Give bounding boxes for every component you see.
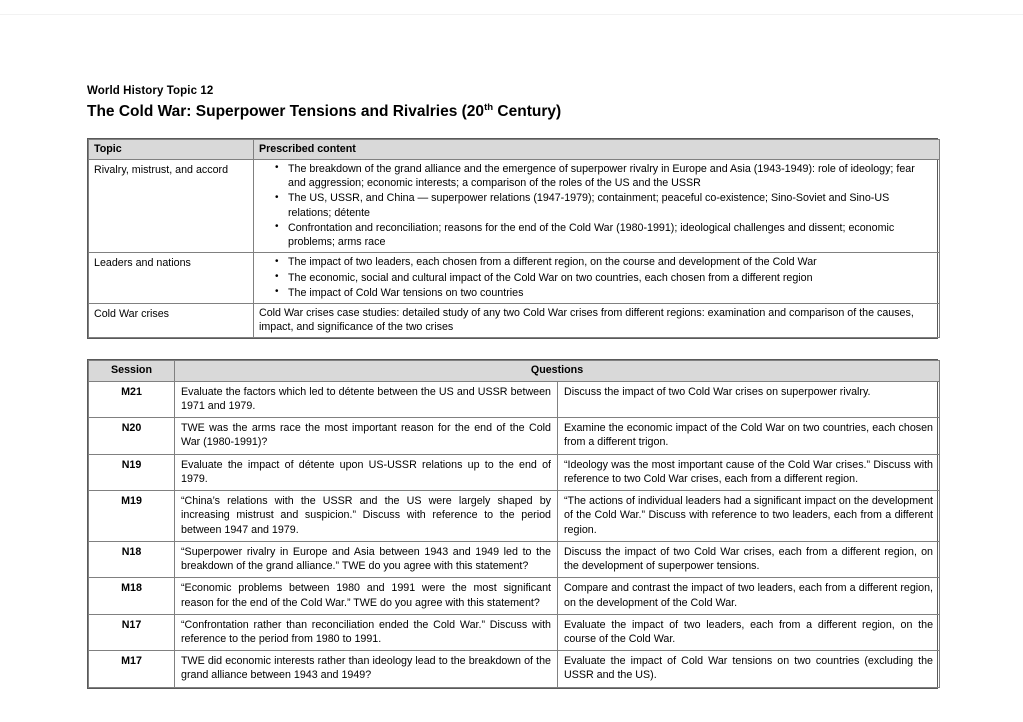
session-label: N19 [89,454,175,490]
table-row [89,381,940,417]
table-row [89,418,940,454]
question-cell-left: TWE did economic interests rather than ideology lead to the breakdown of the grand alliance between 1943 and 1949? [175,651,558,687]
table-row [89,253,940,304]
page-title-ordinal-suffix: th [484,101,494,113]
syllabus-content-cell [254,159,940,252]
session-label: N17 [89,614,175,650]
syllabus-paragraph: Cold War crises case studies: detailed study of any two Cold War crises from different regions: examination and comparison of the causes, impact, and significance of the two crises [259,307,914,334]
question-cell-right: Compare and contrast the impact of two leaders, each from a different region, on the development of the Cold War. [558,578,940,614]
question-cell-left: TWE was the arms race the most important reason for the end of the Cold War (1980-1991)? [175,418,558,454]
questions-table [88,360,940,687]
question-cell-left: Evaluate the impact of détente upon US-USSR relations up to the end of 1979. [175,454,558,490]
bullet-list [259,255,934,300]
question-cell-right: “Ideology was the most important cause of the Cold War crises.” Discuss with reference to two Cold War crises, each from a different region. [558,454,940,490]
syllabus-topic-cell: Rivalry, mistrust, and accord [89,159,254,252]
syllabus-topic-cell: Leaders and nations [89,253,254,304]
questions-table-wrapper [87,359,938,688]
page-top-rule [0,14,1023,15]
syllabus-content-cell [254,253,940,304]
question-cell-right: Evaluate the impact of two leaders, each from a different region, on the course of the Cold War. [558,614,940,650]
page-title-main: The Cold War: Superpower Tensions and Rivalries (20 [87,102,485,120]
session-label: M17 [89,651,175,687]
questions-header-questions: Questions [175,361,940,381]
list-item: • The impact of two leaders, each chosen from a different region, on the course and development of the Cold War [275,255,934,269]
table-row [89,541,940,577]
questions-header-session: Session [89,361,175,381]
list-item: • The impact of Cold War tensions on two countries [275,286,934,300]
session-label: M18 [89,578,175,614]
table-row [89,651,940,687]
question-cell-left: “China’s relations with the USSR and the US were largely shaped by increasing mistrust and suspicion.” Discuss with reference to the period between 1947 and 1979. [175,491,558,542]
list-item: • The US, USSR, and China — superpower relations (1947-1979); containment; peaceful co-existence; Sino-Soviet and Sino-US relations; détente [275,191,934,219]
table-row [89,578,940,614]
document-content [87,84,938,689]
table-row [89,159,940,252]
question-cell-left: Evaluate the factors which led to détente between the US and USSR between 1971 and 1979. [175,381,558,417]
topic-eyebrow: World History Topic 12 [87,85,214,97]
question-cell-right: “The actions of individual leaders had a significant impact on the development of the Cold War.” Discuss with reference to two leaders, each from a different region. [558,491,940,542]
session-label: M21 [89,381,175,417]
syllabus-header-content: Prescribed content [254,139,940,159]
table-spacer [87,339,938,359]
syllabus-header-topic: Topic [89,139,254,159]
syllabus-content-cell [254,304,940,338]
syllabus-header-row [89,139,940,159]
syllabus-table [88,139,940,339]
table-row [89,614,940,650]
syllabus-topic-cell: Cold War crises [89,304,254,338]
question-cell-left: “Superpower rivalry in Europe and Asia between 1943 and 1949 led to the breakdown of the grand alliance.” TWE do you agree with this statement? [175,541,558,577]
question-cell-right: Evaluate the impact of Cold War tensions on two countries (excluding the USSR and the US). [558,651,940,687]
page-title-tail: Century) [493,102,562,120]
session-label: M19 [89,491,175,542]
page-title [87,102,938,122]
question-cell-right: Examine the economic impact of the Cold War on two countries, each chosen from a different trigon. [558,418,940,454]
question-cell-right: Discuss the impact of two Cold War crises on superpower rivalry. [558,381,940,417]
table-row [89,304,940,338]
question-cell-left: “Economic problems between 1980 and 1991 were the most significant reason for the end of the Cold War.” TWE do you agree with this statement? [175,578,558,614]
session-label: N18 [89,541,175,577]
syllabus-table-wrapper [87,138,938,340]
table-row [89,491,940,542]
question-cell-left: “Confrontation rather than reconciliation ended the Cold War.” Discuss with reference to the period from 1980 to 1991. [175,614,558,650]
list-item: • The breakdown of the grand alliance and the emergence of superpower rivalry in Europe and Asia (1943-1949): role of ideology; fear and aggression; economic interests; a comparison of the roles of the US and the USSR [275,162,934,190]
table-row [89,454,940,490]
questions-header-row [89,361,940,381]
bullet-list [259,162,934,249]
question-cell-right: Discuss the impact of two Cold War crises, each from a different region, on the development of superpower tensions. [558,541,940,577]
list-item: • The economic, social and cultural impact of the Cold War on two countries, each chosen from a different region [275,271,934,285]
session-label: N20 [89,418,175,454]
list-item: • Confrontation and reconciliation; reasons for the end of the Cold War (1980-1991); ideological challenges and dissent; economic problems; arms race [275,221,934,249]
